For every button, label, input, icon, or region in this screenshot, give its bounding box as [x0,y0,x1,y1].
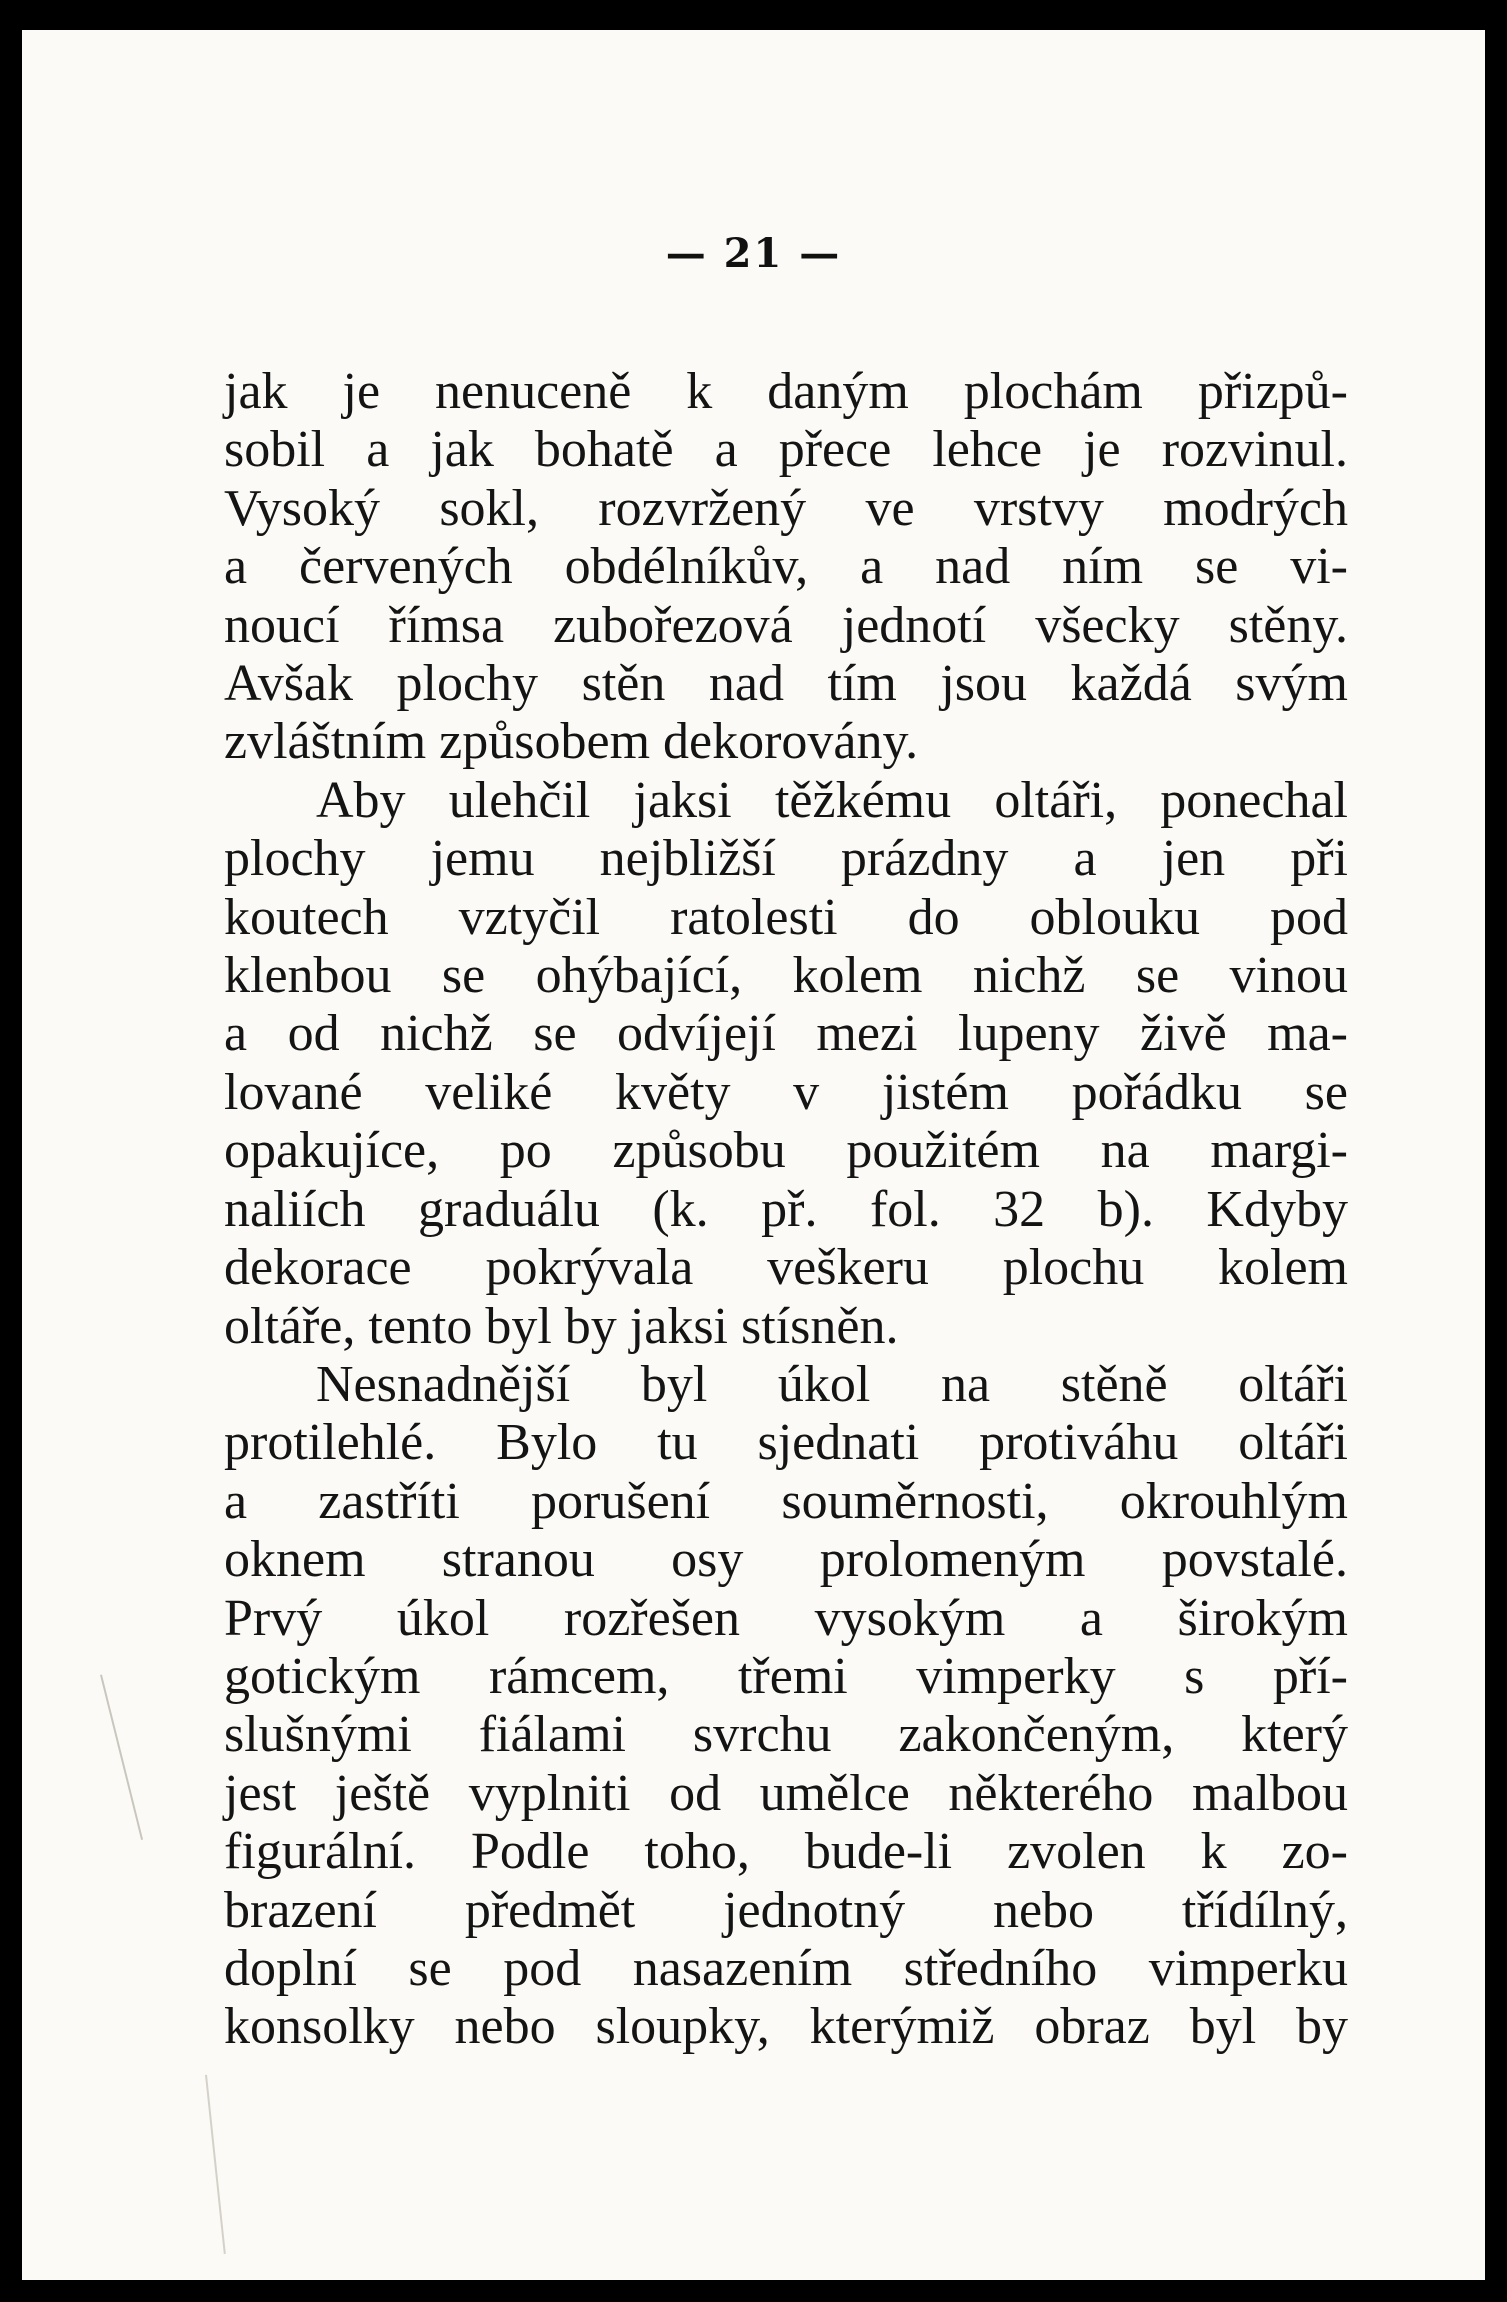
text-line: Nesnadnější byl úkol na stěně oltáři [316,1355,1348,1413]
text-line: brazení předmět jednotný nebo třídílný, [224,1881,1348,1939]
text-line: koutech vztyčil ratolesti do oblouku pod [224,888,1348,946]
text-line: Vysoký sokl, rozvržený ve vrstvy modrých [224,479,1348,537]
text-line: Aby ulehčil jaksi těžkému oltáři, ponechal [316,771,1348,829]
text-line: konsolky nebo sloupky, kterýmiž obraz byl by [224,1998,1348,2056]
text-line: zvláštním způsobem dekorovány. [224,713,919,771]
text-line: doplní se pod nasazením středního vimperku [224,1939,1348,1997]
text-line: oknem stranou osy prolomeným povstalé. [224,1531,1348,1589]
book-page [22,30,1485,2280]
text-line: Prvý úkol rozřešen vysokým a širokým [224,1589,1348,1647]
paper-crease [100,1675,143,1840]
body-text [224,363,1348,2057]
text-line: dekorace pokrývala veškeru plochu kolem [224,1239,1348,1297]
text-line: oltáře, tento byl by jaksi stísněn. [224,1297,899,1355]
text-line: opakujíce, po způsobu použitém na margi- [224,1122,1348,1180]
text-line: sobil a jak bohatě a přece lehce je rozvinul. [224,421,1348,479]
text-line: lované veliké květy v jistém pořádku se [224,1063,1348,1121]
page-number: — 21 — [665,230,842,277]
text-line: a červených obdélníkův, a nad ním se vi- [224,538,1348,596]
text-line: noucí římsa zubořezová jednotí všecky stěny. [224,596,1348,654]
text-line: slušnými fiálami svrchu zakončeným, který [224,1706,1348,1764]
text-line: protilehlé. Bylo tu sjednati protiváhu oltáři [224,1414,1348,1472]
text-line: a od nichž se odvíjejí mezi lupeny živě ma- [224,1005,1348,1063]
text-line: figurální. Podle toho, bude-li zvolen k zo- [224,1823,1348,1881]
text-line: plochy jemu nejbližší prázdny a jen při [224,830,1348,888]
text-line: jest ještě vyplniti od umělce některého malbou [224,1764,1348,1822]
text-line: a zastříti porušení souměrnosti, okrouhlým [224,1472,1348,1530]
text-line: jak je nenuceně k daným plochám přizpů- [224,363,1348,420]
paper-crease [205,2075,226,2254]
text-line: klenbou se ohýbající, kolem nichž se vinou [224,947,1348,1005]
text-line: gotickým rámcem, třemi vimperky s pří- [224,1647,1348,1705]
text-line: naliích graduálu (k. př. fol. 32 b). Kdyby [224,1180,1348,1238]
text-line: Avšak plochy stěn nad tím jsou každá svým [224,655,1348,713]
